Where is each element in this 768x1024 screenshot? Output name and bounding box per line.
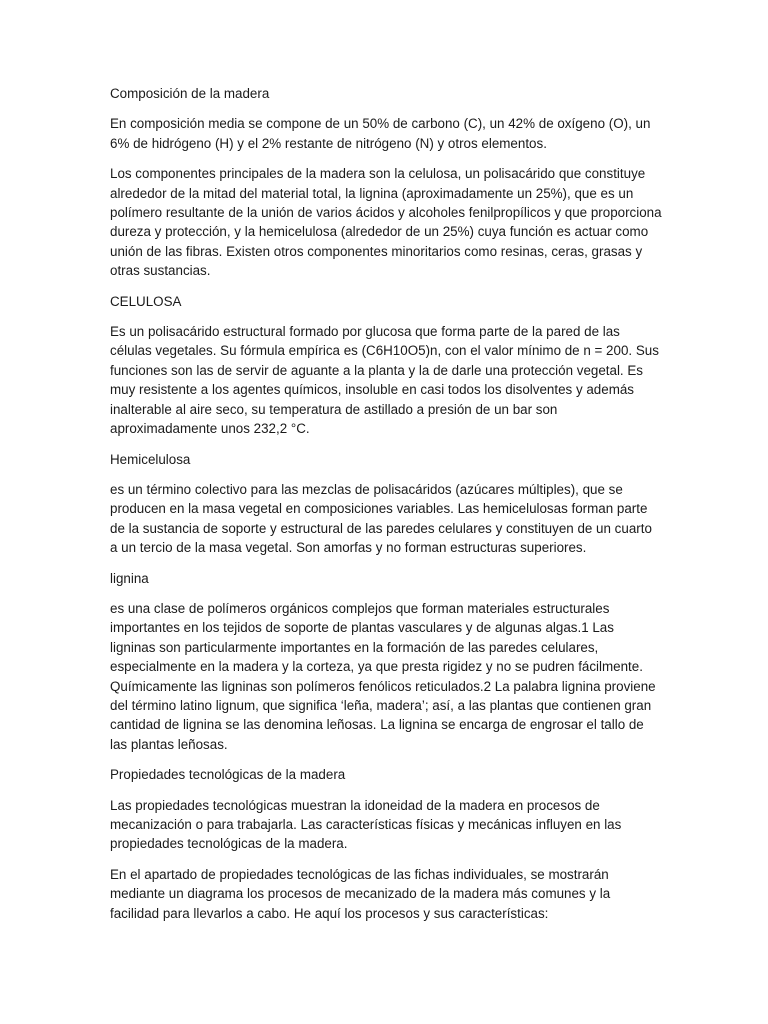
heading-propiedades: Propiedades tecnológicas de la madera	[110, 767, 346, 783]
paragraph-propiedades-2: En el apartado de propiedades tecnológicas de las fichas individuales, se mostrarán mediante un diagrama los procesos de mecanizado de la madera más comunes y la facilidad para llevarlos a cabo. He aquí los procesos y sus características:	[110, 866, 611, 921]
paragraph-composition: En composición media se compone de un 50% de carbono (C), un 42% de oxígeno (O), un 6% de hidrógeno (H) y el 2% restante de nitrógeno (N) y otros elementos.	[110, 116, 651, 151]
paragraph-hemicelulosa: es un término colectivo para las mezclas de polisacáridos (azúcares múltiples), que se producen en la masa vegetal en composiciones variables. Las hemicelulosas forman parte de la sustancia de soporte y estructural de las paredes celulares y constituyen de un cuarto a un tercio de la masa vegetal. Son amorfas y no forman estructuras superiores.	[110, 481, 652, 556]
paragraph-celulosa: Es un polisacárido estructural formado por glucosa que forma parte de la pared de las células vegetales. Su fórmula empírica es (C6H10O5)n, con el valor mínimo de n = 200. Sus funciones son las de servir de aguante a la planta y la de darle una protección vegetal. Es muy resistente a los agentes químicos, insoluble en casi todos los disolventes y además inalterable al aire seco, su temperatura de astillado a presión de un bar son aproximadamente unos 232,2 °C.	[110, 324, 659, 437]
paragraph-propiedades-1: Las propiedades tecnológicas muestran la idoneidad de la madera en procesos de mecanización o para trabajarla. Las características físicas y mecánicas influyen en las propiedades tecnológicas de la madera.	[110, 797, 622, 852]
heading-lignina: lignina	[110, 570, 149, 586]
paragraph-components: Los componentes principales de la madera son la celulosa, un polisacárido que constituye alrededor de la mitad del material total, la lignina (aproximadamente un 25%), que es un polímero resultante de la unión de varios ácidos y alcoholes fenilpropílicos y que proporciona dureza y protección, y la hemicelulosa (alrededor de un 25%) cuya función es actuar como unión de las fibras. Existen otros componentes minoritarios como resinas, ceras, grasas y otras sustancias.	[110, 166, 662, 279]
document-body	[110, 84, 662, 934]
paragraph-lignina: es una clase de polímeros orgánicos complejos que forman materiales estructurales importantes en los tejidos de soporte de plantas vasculares y de algunas algas.1 Las ligninas son particularmente importantes en la formación de las paredes celulares, especialmente en la madera y la corteza, ya que presta rigidez y no se pudren fácilmente. Químicamente las ligninas son polímeros fenólicos reticulados.2 La palabra lignina proviene del término latino lignum, que significa ‘leña, madera’; así, a las plantas que contienen gran cantidad de lignina se las denomina leñosas. La lignina se encarga de engrosar el tallo de las plantas leñosas.	[110, 600, 656, 752]
heading-celulosa: CELULOSA	[110, 293, 182, 309]
document-title: Composición de la madera	[110, 86, 270, 101]
heading-hemicelulosa: Hemicelulosa	[110, 451, 191, 467]
